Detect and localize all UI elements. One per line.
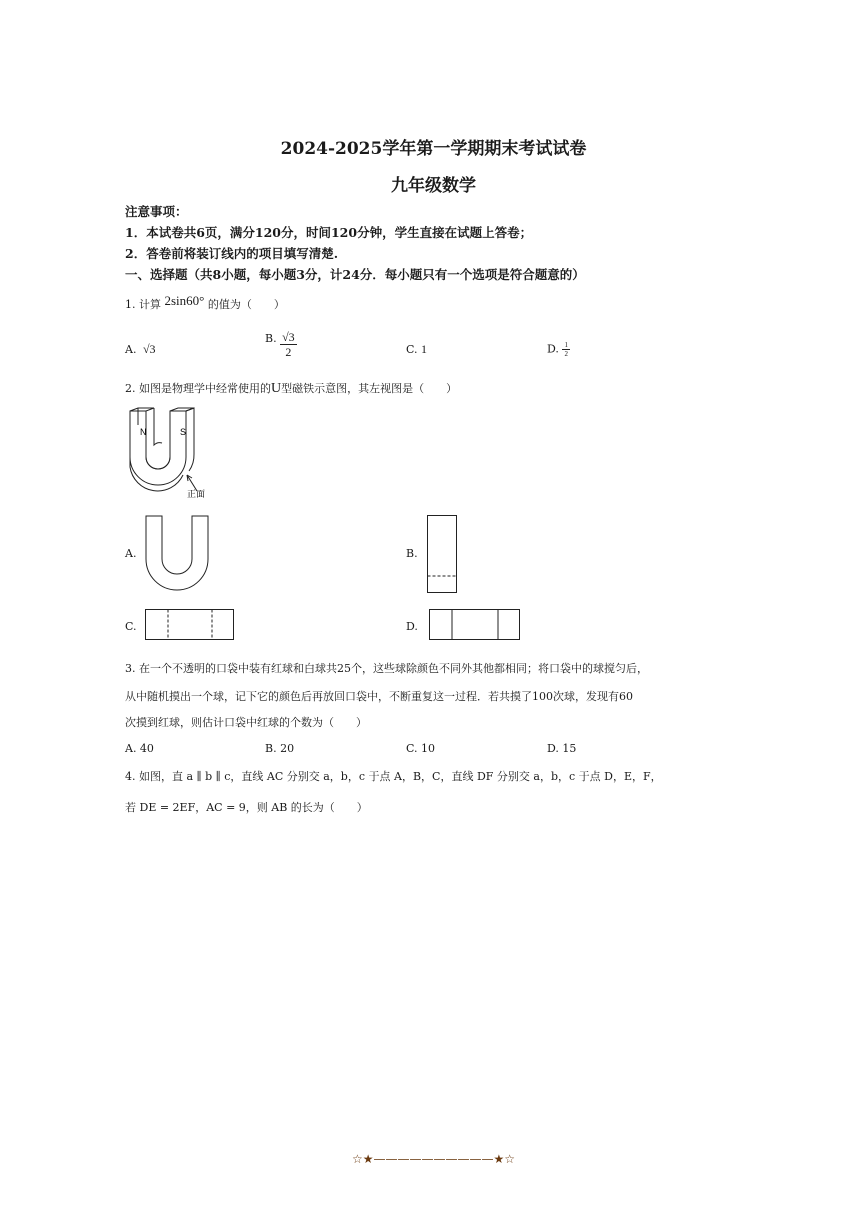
q1-expression: 2sin60° bbox=[164, 293, 205, 308]
q1-option-d-fraction bbox=[562, 341, 570, 358]
q2-option-b-figure bbox=[427, 515, 457, 593]
q1-option-c[interactable] bbox=[406, 342, 427, 357]
q2-option-d-label[interactable]: D. bbox=[406, 620, 418, 633]
q1-option-b-numerator: √3 bbox=[282, 330, 295, 344]
question-2 bbox=[125, 380, 457, 397]
q2-option-a-label[interactable]: A. bbox=[125, 547, 137, 560]
page-title: 2024-2025学年第一学期期末考试试卷 bbox=[280, 139, 587, 159]
q1-suffix: 的值为（ ） bbox=[207, 298, 285, 311]
q3-option-a[interactable]: A. 40 bbox=[125, 742, 154, 755]
page-footer-decoration: ☆★——————————★☆ bbox=[351, 1152, 516, 1166]
q1-option-d-label: D. bbox=[547, 342, 559, 356]
q1-option-a-value: √3 bbox=[142, 342, 156, 356]
q2-text-u: U bbox=[271, 381, 282, 396]
q4-line-1: 4. 如图，直 a ∥ b ∥ c，直线 AC 分别交 a，b，c 于点 A，B，C，直线 DF 分别交 a，b，c 于点 D，E，F， bbox=[125, 770, 662, 783]
magnet-figure bbox=[125, 405, 220, 500]
magnet-n-label: N bbox=[140, 427, 147, 437]
q2-option-c-label[interactable]: C. bbox=[125, 620, 137, 633]
q2-option-b-label[interactable]: B. bbox=[406, 547, 418, 560]
q3-option-d[interactable]: D. 15 bbox=[547, 742, 577, 755]
q1-option-c-value: 1 bbox=[421, 342, 428, 356]
q1-option-a-label: A. bbox=[125, 343, 137, 356]
q2-option-c-figure bbox=[145, 609, 235, 641]
section-heading: 一、选择题（共8小题，每小题3分，计24分．每小题只有一个选项是符合题意的） bbox=[125, 267, 585, 282]
q1-option-c-label: C. bbox=[406, 343, 418, 356]
q3-option-b[interactable]: B. 20 bbox=[265, 742, 295, 755]
q2-text-after: 型磁铁示意图，其左视图是（ ） bbox=[281, 382, 458, 395]
q3-option-c[interactable]: C. 10 bbox=[406, 742, 436, 755]
q1-option-d[interactable] bbox=[547, 341, 570, 358]
q1-option-d-denominator: 2 bbox=[564, 350, 568, 358]
q1-option-b-label: B. bbox=[265, 331, 277, 345]
q1-option-a[interactable] bbox=[125, 342, 156, 357]
q4-line-2: 若 DE = 2EF，AC = 9，则 AB 的长为（ ） bbox=[125, 801, 368, 814]
q2-option-a-figure bbox=[145, 515, 209, 591]
magnet-front-label: 正面 bbox=[187, 489, 206, 499]
q3-line-1: 3. 在一个不透明的口袋中装有红球和白球共25个，这些球除颜色不同外其他都相同；将口袋中的球搅匀后， bbox=[125, 662, 648, 675]
q1-prefix: 1. 计算 bbox=[125, 298, 161, 311]
q1-option-d-numerator: 1 bbox=[564, 341, 568, 349]
q1-option-b[interactable] bbox=[265, 330, 297, 359]
q3-line-2: 从中随机摸出一个球，记下它的颜色后再放回口袋中，不断重复这一过程．若共摸了100次球，发现有60 bbox=[125, 690, 633, 703]
q2-text-before: 2. 如图是物理学中经常使用的 bbox=[125, 382, 271, 395]
question-1 bbox=[125, 293, 285, 312]
magnet-s-label: S bbox=[180, 427, 187, 437]
notes-item-1: 1．本试卷共6页，满分120分，时间120分钟，学生直接在试题上答卷； bbox=[125, 225, 533, 240]
q1-option-b-denominator: 2 bbox=[285, 345, 292, 359]
q3-line-3: 次摸到红球，则估计口袋中红球的个数为（ ） bbox=[125, 716, 367, 729]
q2-option-d-figure bbox=[429, 609, 521, 641]
notes-item-2: 2．答卷前将装订线内的项目填写清楚. bbox=[125, 246, 339, 261]
page-subtitle: 九年级数学 bbox=[391, 176, 476, 196]
notes-heading: 注意事项： bbox=[125, 204, 188, 219]
q1-option-b-fraction bbox=[280, 330, 297, 359]
